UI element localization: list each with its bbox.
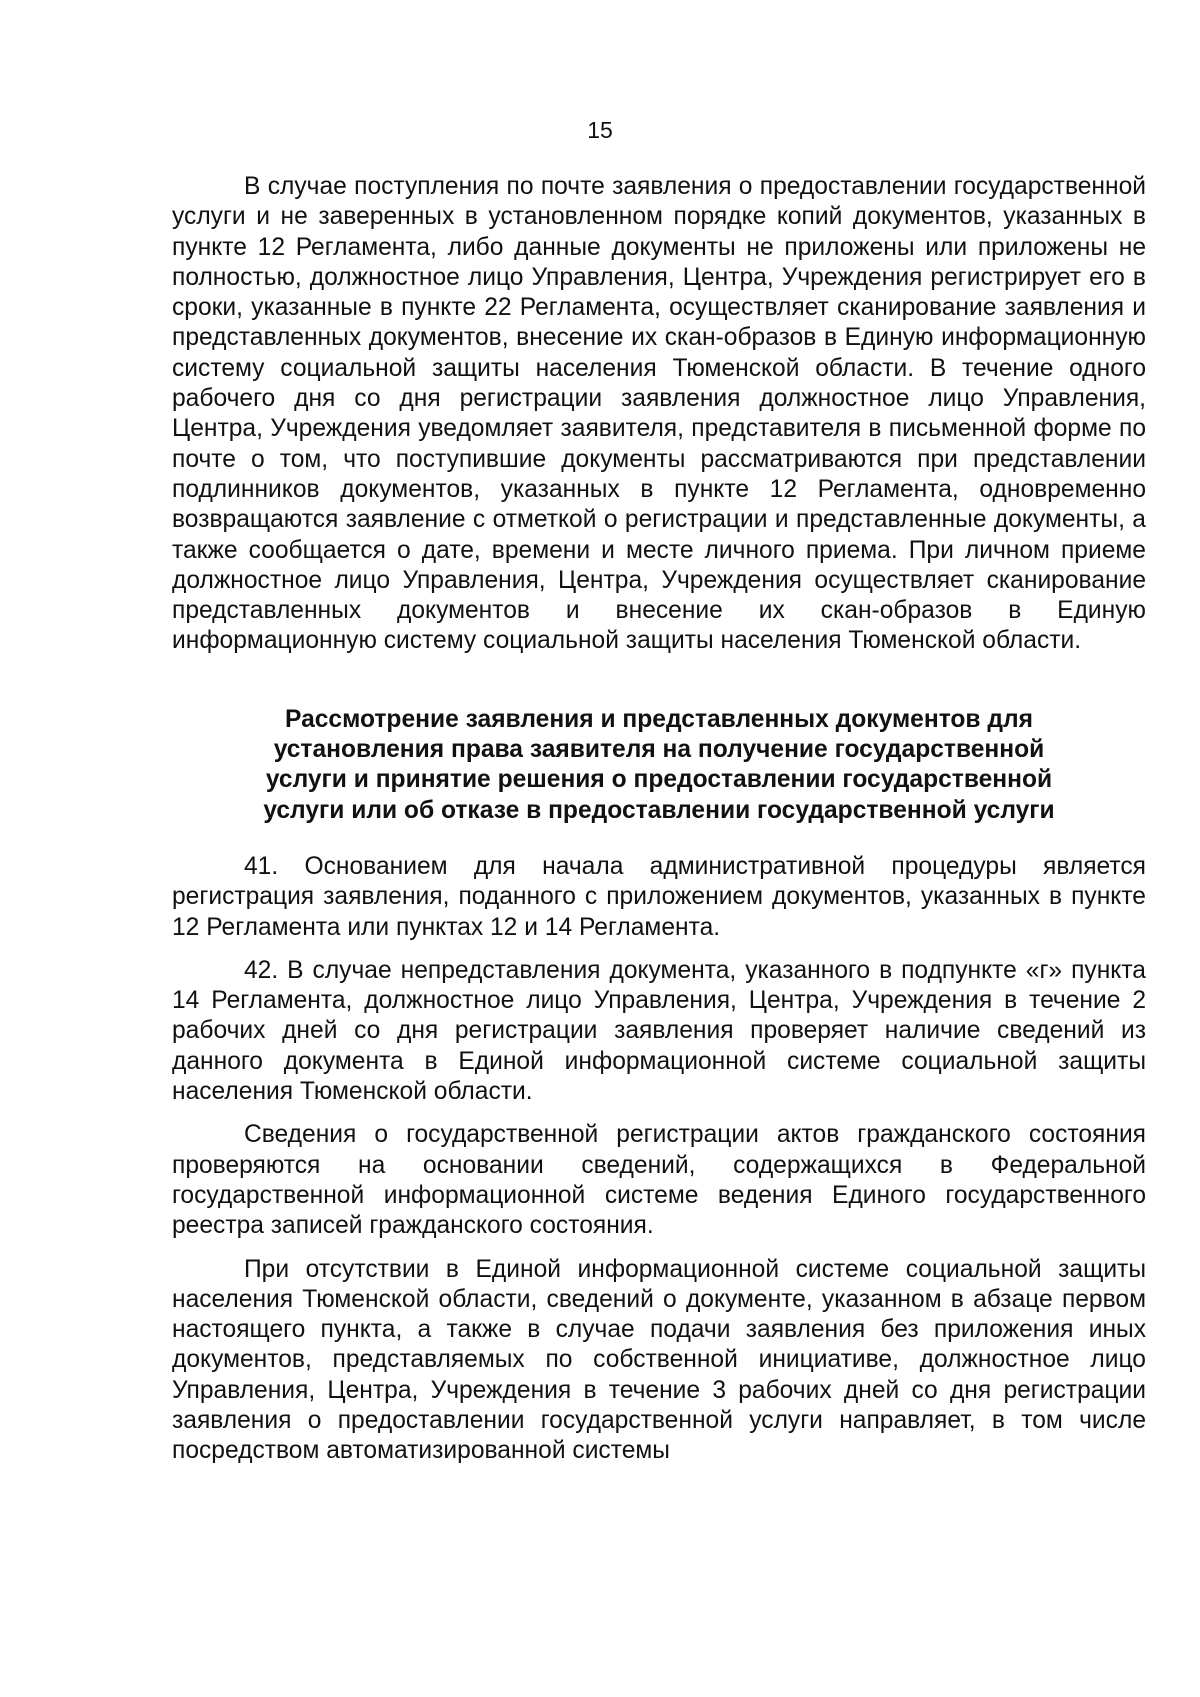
paragraph-mail-submission: В случае поступления по почте заявления о предоставлении государственной услуги и не заверенных в установленном порядке копий документов, указанных в пункте 12 Регламента, либо данные документы не приложены или приложены не полностью, должностное лицо Управления, Центра, Учреждения регистрирует его в сроки, указанные в пункте 22 Регламента, осуществляет сканирование заявления и представленных документов, внесение их скан-образов в Единую информационную систему социальной защиты населения Тюменской области. В течение одного рабочего дня со дня регистрации заявления должностное лицо Управления, Центра, Учреждения уведомляет заявителя, представителя в письменной форме по почте о том, что поступившие документы рассматриваются при представлении подлинников документов, указанных в пункте 12 Регламента, одновременно возвращаются заявление с отметкой о регистрации и представленные документы, а также сообщается о дате, времени и месте личного приема. При личном приеме должностное лицо Управления, Центра, Учреждения осуществляет сканирование представленных документов и внесение их скан-образов в Единую информационную систему социальной защиты населения Тюменской области. [172,173,1146,655]
paragraph-absence-of-info: При отсутствии в Единой информационной системе социальной защиты населения Тюменской области, сведений о документе, указанном в абзаце первом настоящего пункта, а также в случае подачи заявления без приложения иных документов, представляемых по собственной инициативе, должностное лицо Управления, Центра, Учреждения в течение 3 рабочих дней со дня регистрации заявления о предоставлении государственной услуги направляет, в том числе посредством автоматизированной системы [172,1255,1146,1465]
paragraph-42: 42. В случае непредставления документа, указанного в подпункте «г» пункта 14 Регламента, должностное лицо Управления, Центра, Учреждения в течение 2 рабочих дней со дня регистрации заявления проверяет наличие сведений из данного документа в Единой информационной системе социальной защиты населения Тюменской области. [172,956,1146,1106]
paragraph-civil-registry: Сведения о государственной регистрации актов гражданского состояния проверяются на основании сведений, содержащихся в Федеральной государственной информационной системе ведения Единого государственного реестра записей гражданского состояния. [172,1121,1146,1240]
document-body [172,172,1146,1467]
page-number: 15 [587,117,613,143]
section-heading: Рассмотрение заявления и представленных документов для установления права заявителя на получение государственной услуги и принятие решения о предоставлении государственной услуги или об отказе в предоставлении государственной услуги [263,705,1055,824]
paragraph-41: 41. Основанием для начала административной процедуры является регистрация заявления, поданного с приложением документов, указанных в пункте 12 Регламента или пунктах 12 и 14 Регламента. [172,852,1146,941]
